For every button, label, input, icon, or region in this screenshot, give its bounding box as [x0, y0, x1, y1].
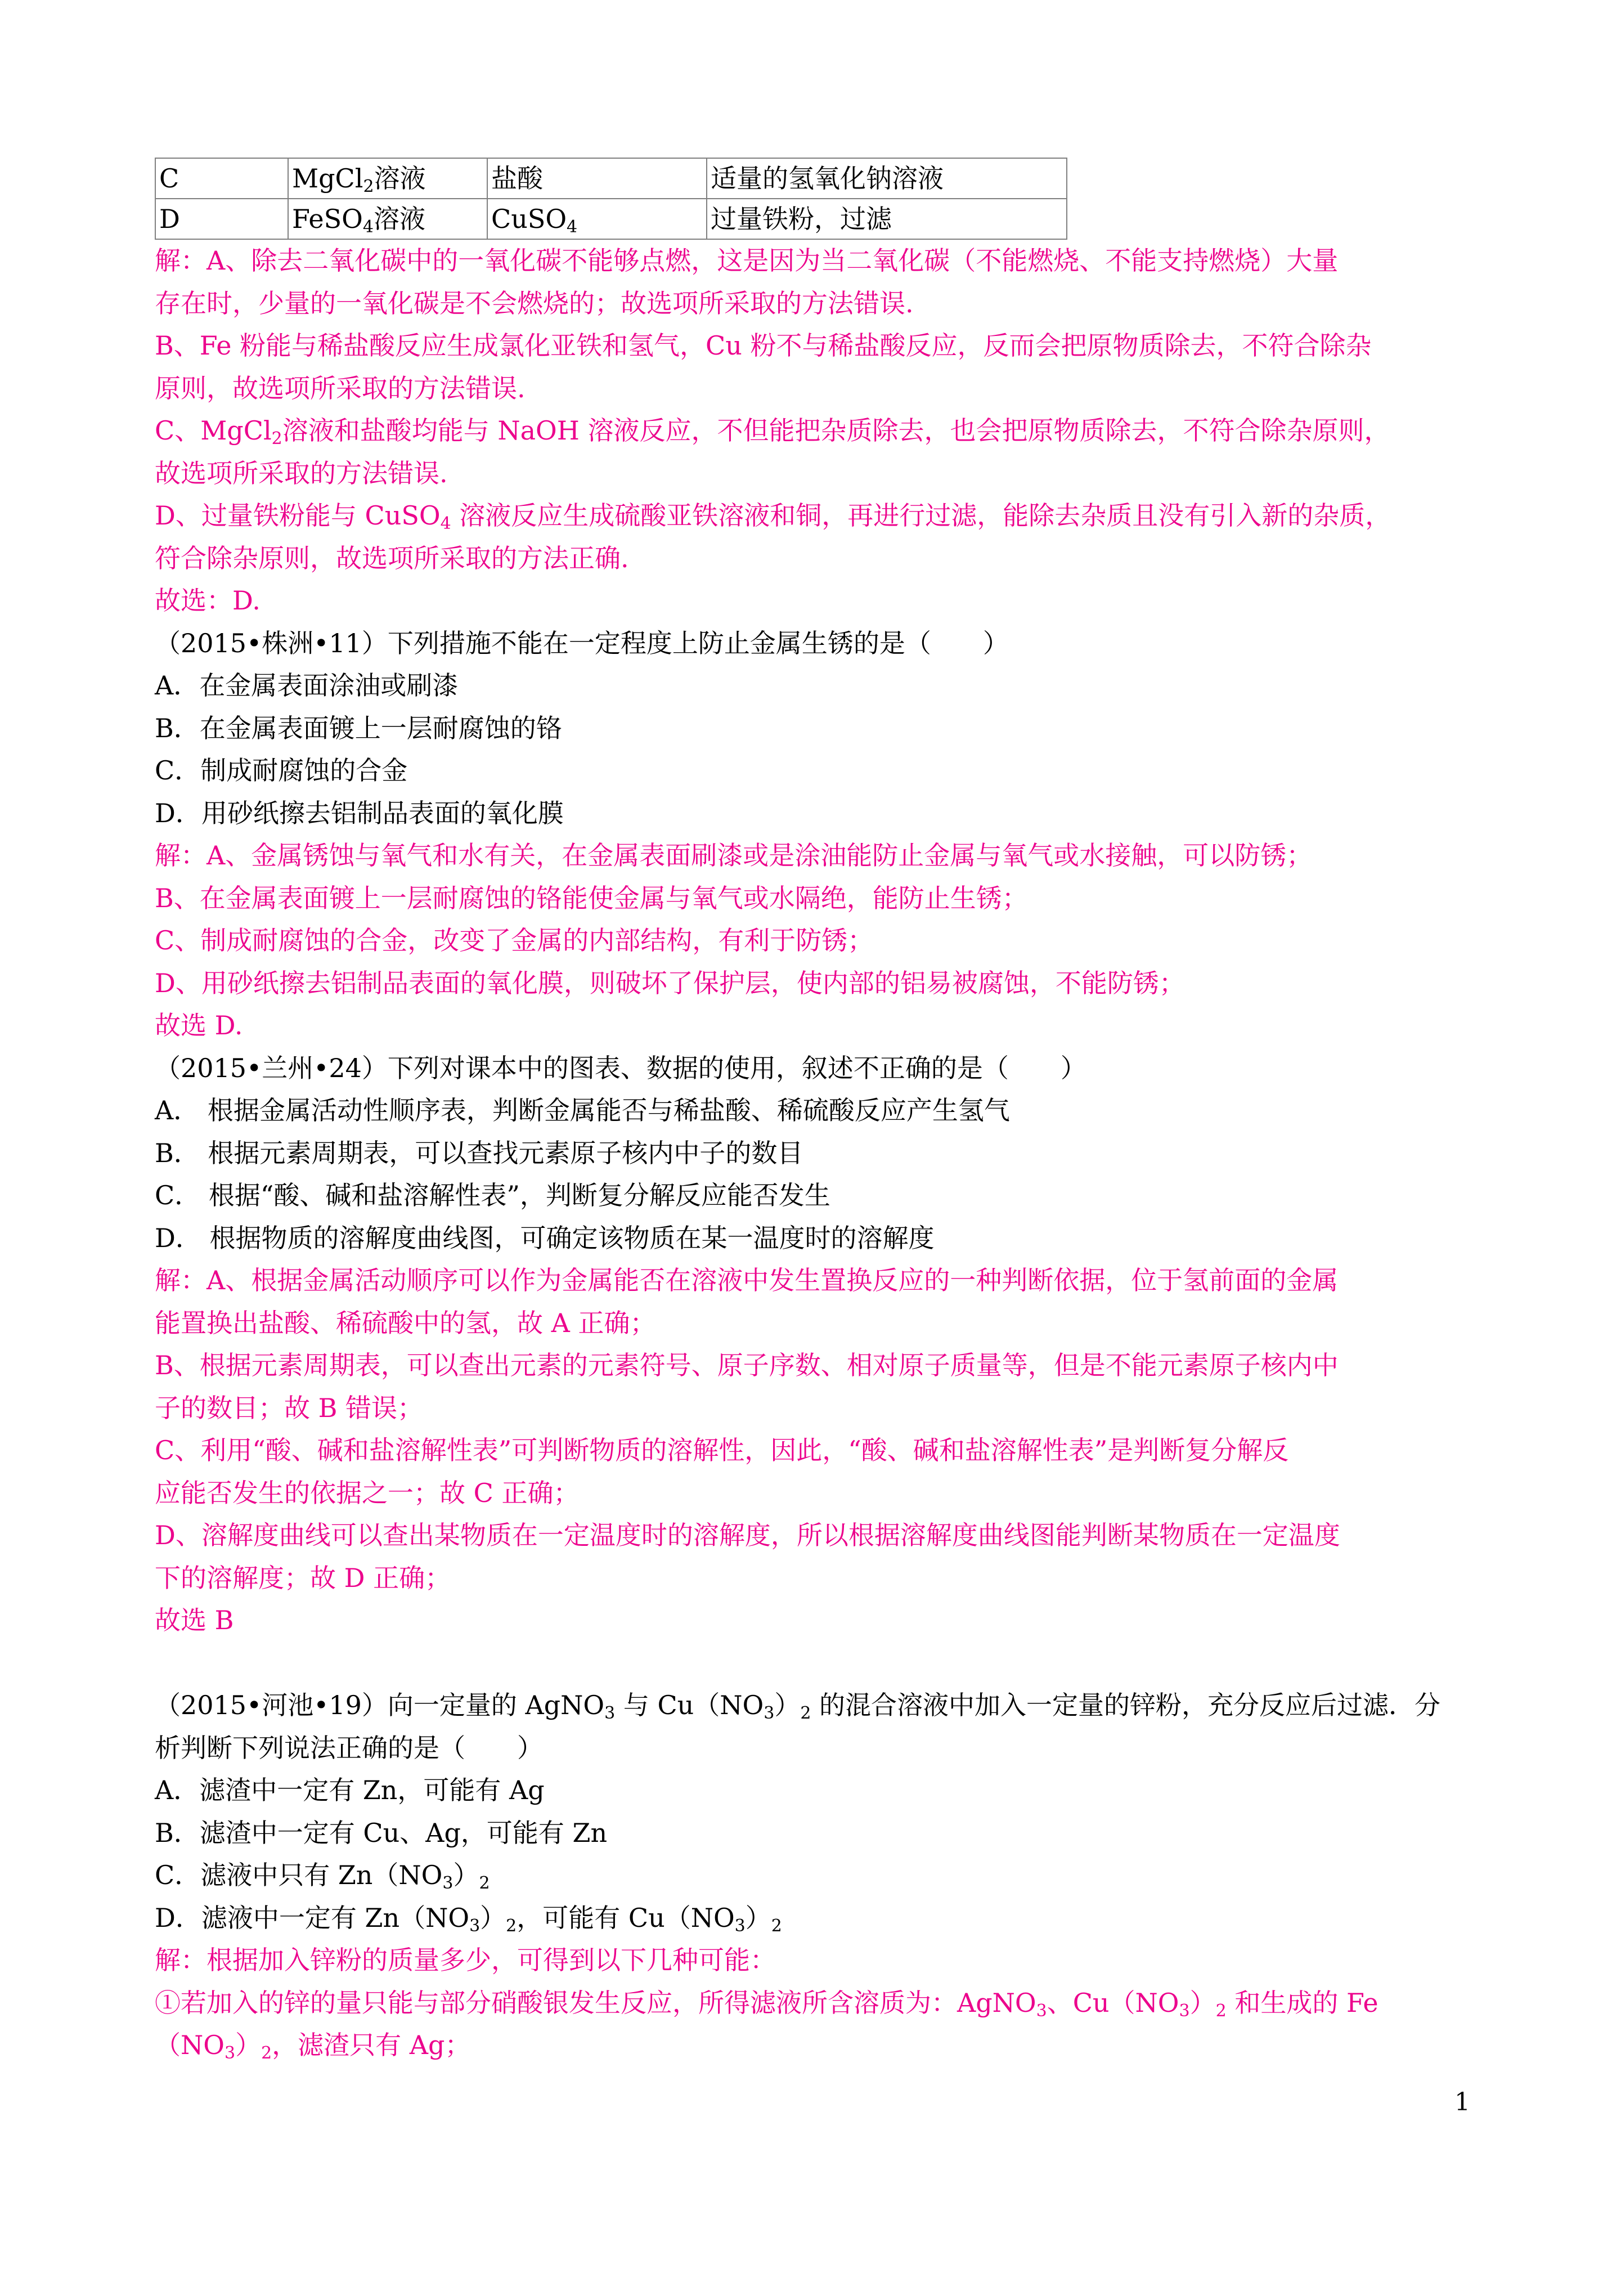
- answer-line: C、MgCl$_2$溶液和盐酸均能与 NaOH 溶液反应，不但能把杂质除去，也会把原物质除去，不符合除杂原则，: [155, 415, 1390, 449]
- question-line: （2015•株洲•11）下列措施不能在一定程度上防止金属生锈的是（ ）: [155, 627, 1009, 658]
- table-cell-substance: MgCl$_2$溶液: [288, 158, 487, 199]
- answer-line: ①若加入的锌的量只能与部分硝酸银发生反应，所得滤液所含溶质为：AgNO$_3$、$Cu(NO_3)_2$ 和生成的 Fe: [155, 1987, 1378, 2021]
- question-line: C．制成耐腐蚀的合金: [155, 755, 408, 786]
- question-line: 析判断下列说法正确的是（ ）: [155, 1732, 543, 1763]
- answer-line: 子的数目；故 B 错误；: [155, 1392, 424, 1423]
- answer-line: 解：A、根据金属活动顺序可以作为金属能否在溶液中发生置换反应的一种判断依据，位于氢前面的金属: [155, 1265, 1339, 1295]
- document-body: [155, 158, 1483, 2067]
- answer-line: 解：根据加入锌粉的质量多少，可得到以下几种可能：: [155, 1945, 776, 1975]
- answer-line: 能置换出盐酸、稀硫酸中的氢，故 A 正确；: [155, 1307, 656, 1338]
- question-line: D．滤液中一定有 $Zn(NO_3)_2$，可能有 $Cu(NO_3)_2$: [155, 1902, 782, 1936]
- answer-line: B、根据元素周期表，可以查出元素的元素符号、原子序数、相对原子质量等，但是不能元素原子核内中: [155, 1350, 1339, 1380]
- answer-line: 故选 D.: [155, 1010, 243, 1041]
- table-cell-method: 适量的氢氧化钠溶液: [707, 158, 1067, 199]
- question-line: D．用砂纸擦去铝制品表面的氧化膜: [155, 797, 564, 828]
- question-line: B． 根据元素周期表，可以查找元素原子核内中子的数目: [155, 1137, 803, 1168]
- answer-line: 故选：D.: [155, 585, 261, 616]
- answer-line: B、Fe 粉能与稀盐酸反应生成氯化亚铁和氢气，Cu 粉不与稀盐酸反应，反而会把原物质除去，不符合除杂: [155, 330, 1372, 361]
- table-cell-impurity: CuSO$_4$: [487, 199, 707, 239]
- answer-line: 下的溶解度；故 D 正确；: [155, 1562, 451, 1593]
- answer-line: 解：A、除去二氧化碳中的一氧化碳不能够点燃，这是因为当二氧化碳（不能燃烧、不能支持燃烧）大量: [155, 245, 1339, 276]
- table-cell-impurity: 盐酸: [487, 158, 707, 199]
- answer-line: C、制成耐腐蚀的合金，改变了金属的内部结构，有利于防锈；: [155, 925, 874, 956]
- question-line: B．在金属表面镀上一层耐腐蚀的铬: [155, 712, 562, 743]
- answer-line: D、过量铁粉能与 CuSO$_4$ 溶液反应生成硫酸亚铁溶液和铜，再进行过滤，能除去杂质且没有引入新的杂质，: [155, 500, 1391, 533]
- question-line: C． 根据“酸、碱和盐溶解性表”，判断复分解反应能否发生: [155, 1180, 830, 1210]
- page-number: 1: [1454, 2088, 1470, 2116]
- question-line: （2015•河池•19）向一定量的 AgNO$_3$ 与 $Cu(NO_3)_2$ 的混合溶液中加入一定量的锌粉，充分反应后过滤．分: [155, 1690, 1441, 1723]
- answer-line: B、在金属表面镀上一层耐腐蚀的铬能使金属与氧气或水隔绝，能防止生锈；: [155, 882, 1028, 913]
- table-cell-method: 过量铁粉，过滤: [707, 199, 1067, 239]
- question-line: A．滤渣中一定有 Zn，可能有 Ag: [155, 1775, 545, 1805]
- answer-line: 故选 B: [155, 1605, 234, 1635]
- question-line: C．滤液中只有 $Zn(NO_3)_2$: [155, 1860, 490, 1893]
- question-line: A．在金属表面涂油或刷漆: [155, 670, 459, 701]
- options-table: [155, 158, 1067, 240]
- answer-line: C、利用“酸、碱和盐溶解性表”可判断物质的溶解性，因此，“酸、碱和盐溶解性表”是判断复分解反: [155, 1435, 1289, 1465]
- question-line: A． 根据金属活动性顺序表，判断金属能否与稀盐酸、稀硫酸反应产生氢气: [155, 1095, 1010, 1125]
- table-row: [155, 199, 1067, 239]
- answer-line: 应能否发生的依据之一；故 C 正确；: [155, 1477, 580, 1508]
- table-cell-label: C: [155, 158, 288, 199]
- answer-line: 存在时，少量的一氧化碳是不会燃烧的；故选项所采取的方法错误.: [155, 288, 914, 319]
- question-line: B．滤渣中一定有 Cu、Ag，可能有 Zn: [155, 1817, 608, 1848]
- question-line: D． 根据物质的溶解度曲线图，可确定该物质在某一温度时的溶解度: [155, 1222, 935, 1253]
- question-line: （2015•兰州•24）下列对课本中的图表、数据的使用，叙述不正确的是（ ）: [155, 1052, 1086, 1083]
- answer-line: 解：A、金属锈蚀与氧气和水有关，在金属表面刷漆或是涂油能防止金属与氧气或水接触，可以防锈；: [155, 840, 1313, 871]
- table-row: [155, 158, 1067, 199]
- table-cell-substance: FeSO$_4$溶液: [288, 199, 487, 239]
- text-lines: [155, 240, 1483, 2067]
- blank-line: [155, 1642, 1483, 1685]
- answer-line: 故选项所采取的方法错误.: [155, 458, 448, 488]
- answer-line: 原则，故选项所采取的方法错误.: [155, 373, 526, 403]
- answer-line: D、用砂纸擦去铝制品表面的氧化膜，则破坏了保护层，使内部的铝易被腐蚀，不能防锈；: [155, 967, 1185, 998]
- answer-line: 符合除杂原则，故选项所采取的方法正确.: [155, 542, 629, 573]
- table-cell-label: D: [155, 199, 288, 239]
- answer-line: D、溶解度曲线可以查出某物质在一定温度时的溶解度，所以根据溶解度曲线图能判断某物质在一定温度: [155, 1520, 1340, 1550]
- answer-line: $(NO_3)_2$，滤渣只有 Ag；: [155, 2030, 471, 2063]
